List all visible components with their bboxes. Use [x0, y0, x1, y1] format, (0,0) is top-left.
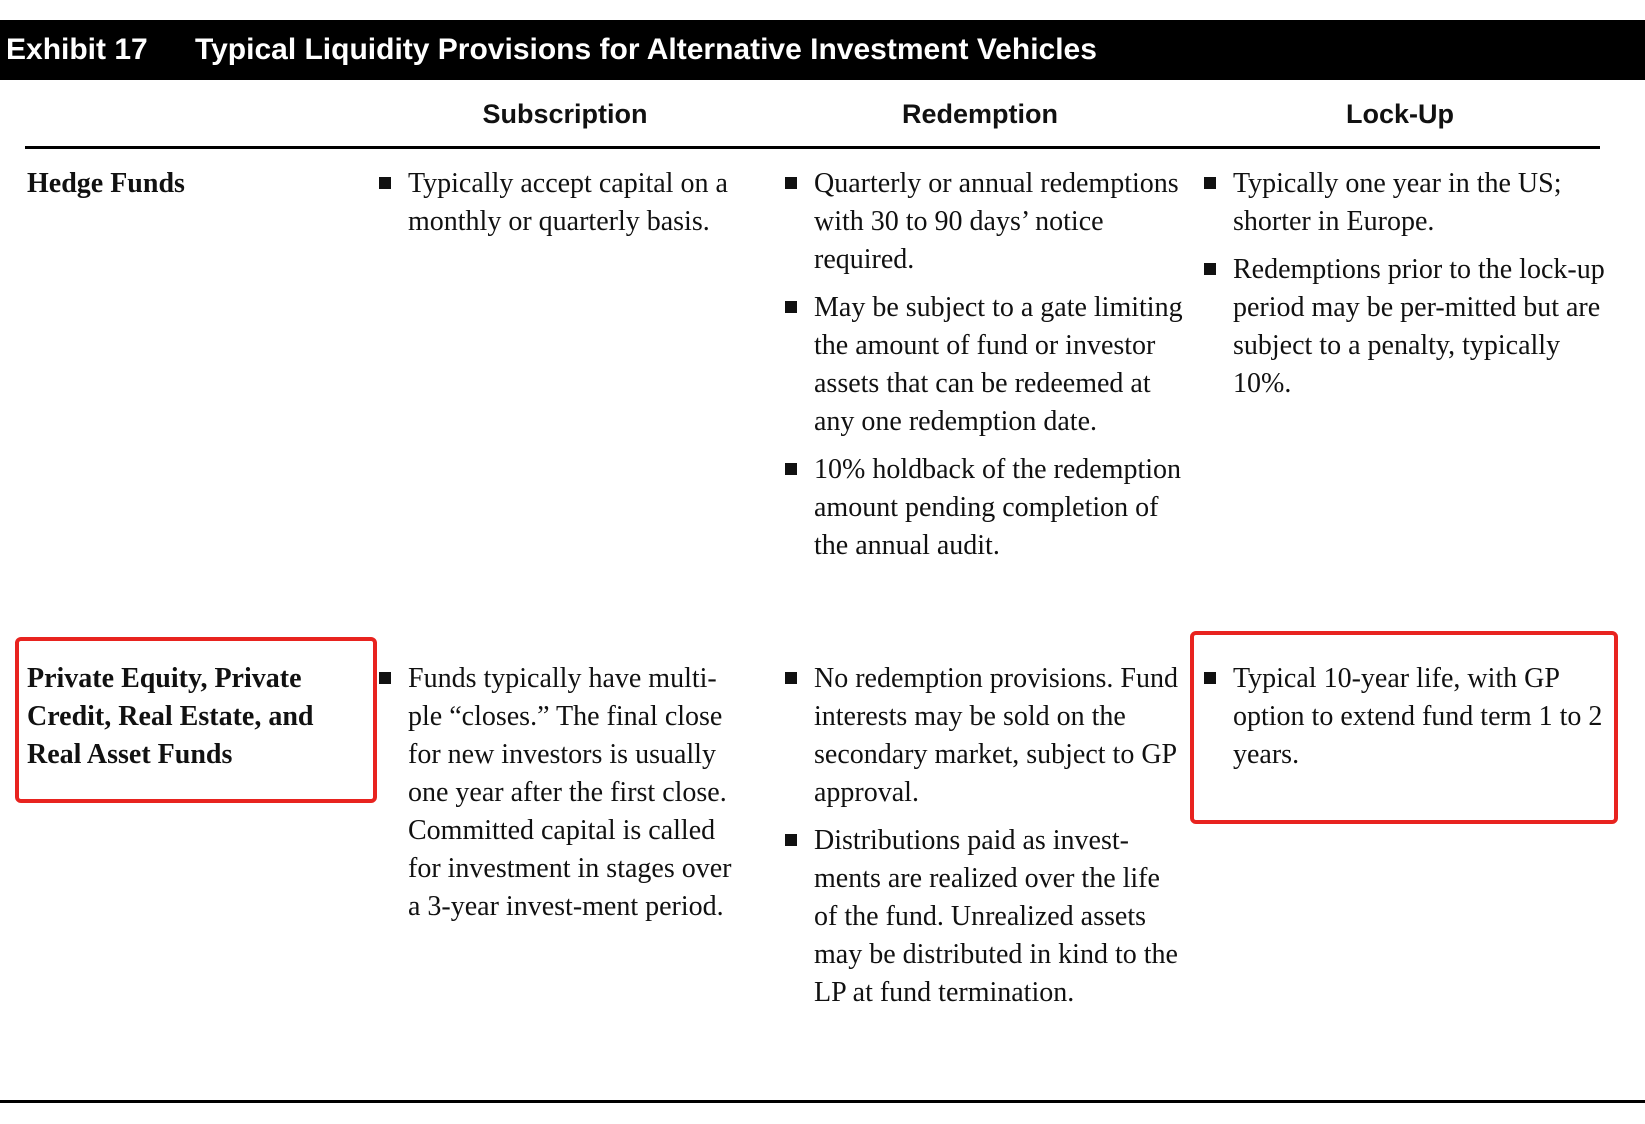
column-header-lockup: Lock-Up: [1346, 99, 1454, 129]
highlight-box-lockup: [1190, 631, 1618, 824]
list-item: Quarterly or annual redemptions with 30 to 90 days’ notice required.: [784, 165, 1184, 279]
list-item: May be subject to a gate limiting the amount of fund or investor assets that can be redeemed at any one redemption date.: [784, 289, 1184, 441]
header-rule: [25, 146, 1600, 149]
list-item: Typically one year in the US; shorter in Europe.: [1203, 165, 1613, 241]
exhibit-label: Exhibit 17: [6, 33, 148, 66]
list-item: Typical 10-year life, with GP option to extend fund term 1 to 2 years.: [1203, 660, 1608, 774]
exhibit-title-bar: [0, 20, 1645, 80]
row-label-private-funds: Private Equity, Private Credit, Real Estate, and Real Asset Funds: [27, 663, 314, 770]
footer-rule: [0, 1100, 1645, 1103]
hedge-funds-lockup-cell: [1203, 165, 1613, 413]
row-label-hedge-funds: Hedge Funds: [27, 168, 185, 199]
hedge-funds-redemption-cell: [784, 165, 1184, 575]
list-item: Funds typically have multi-ple “closes.” The final close for new investors is usually one year after the first close. Committed capital is called for investment in stages over a 3-year invest-ment period.: [378, 660, 750, 926]
column-header-redemption: Redemption: [901, 99, 1058, 129]
list-item: Typically accept capital on a monthly or quarterly basis.: [378, 165, 748, 241]
list-item: Distributions paid as invest-ments are realized over the life of the fund. Unrealized assets may be distributed in kind to the LP at fund termination.: [784, 822, 1184, 1012]
column-header-subscription: Subscription: [482, 99, 648, 129]
highlight-box-row-label: [15, 637, 377, 803]
hedge-funds-subscription-cell: [378, 165, 748, 251]
list-item: No redemption provisions. Fund interests may be sold on the secondary market, subject to GP approval.: [784, 660, 1184, 812]
private-funds-redemption-cell: [784, 660, 1184, 1022]
list-item: Redemptions prior to the lock-up period may be per-mitted but are subject to a penalty, typically 10%.: [1203, 251, 1613, 403]
exhibit-title: Typical Liquidity Provisions for Alternative Investment Vehicles: [195, 33, 1097, 66]
list-item: 10% holdback of the redemption amount pending completion of the annual audit.: [784, 451, 1184, 565]
private-funds-subscription-cell: [378, 660, 750, 936]
